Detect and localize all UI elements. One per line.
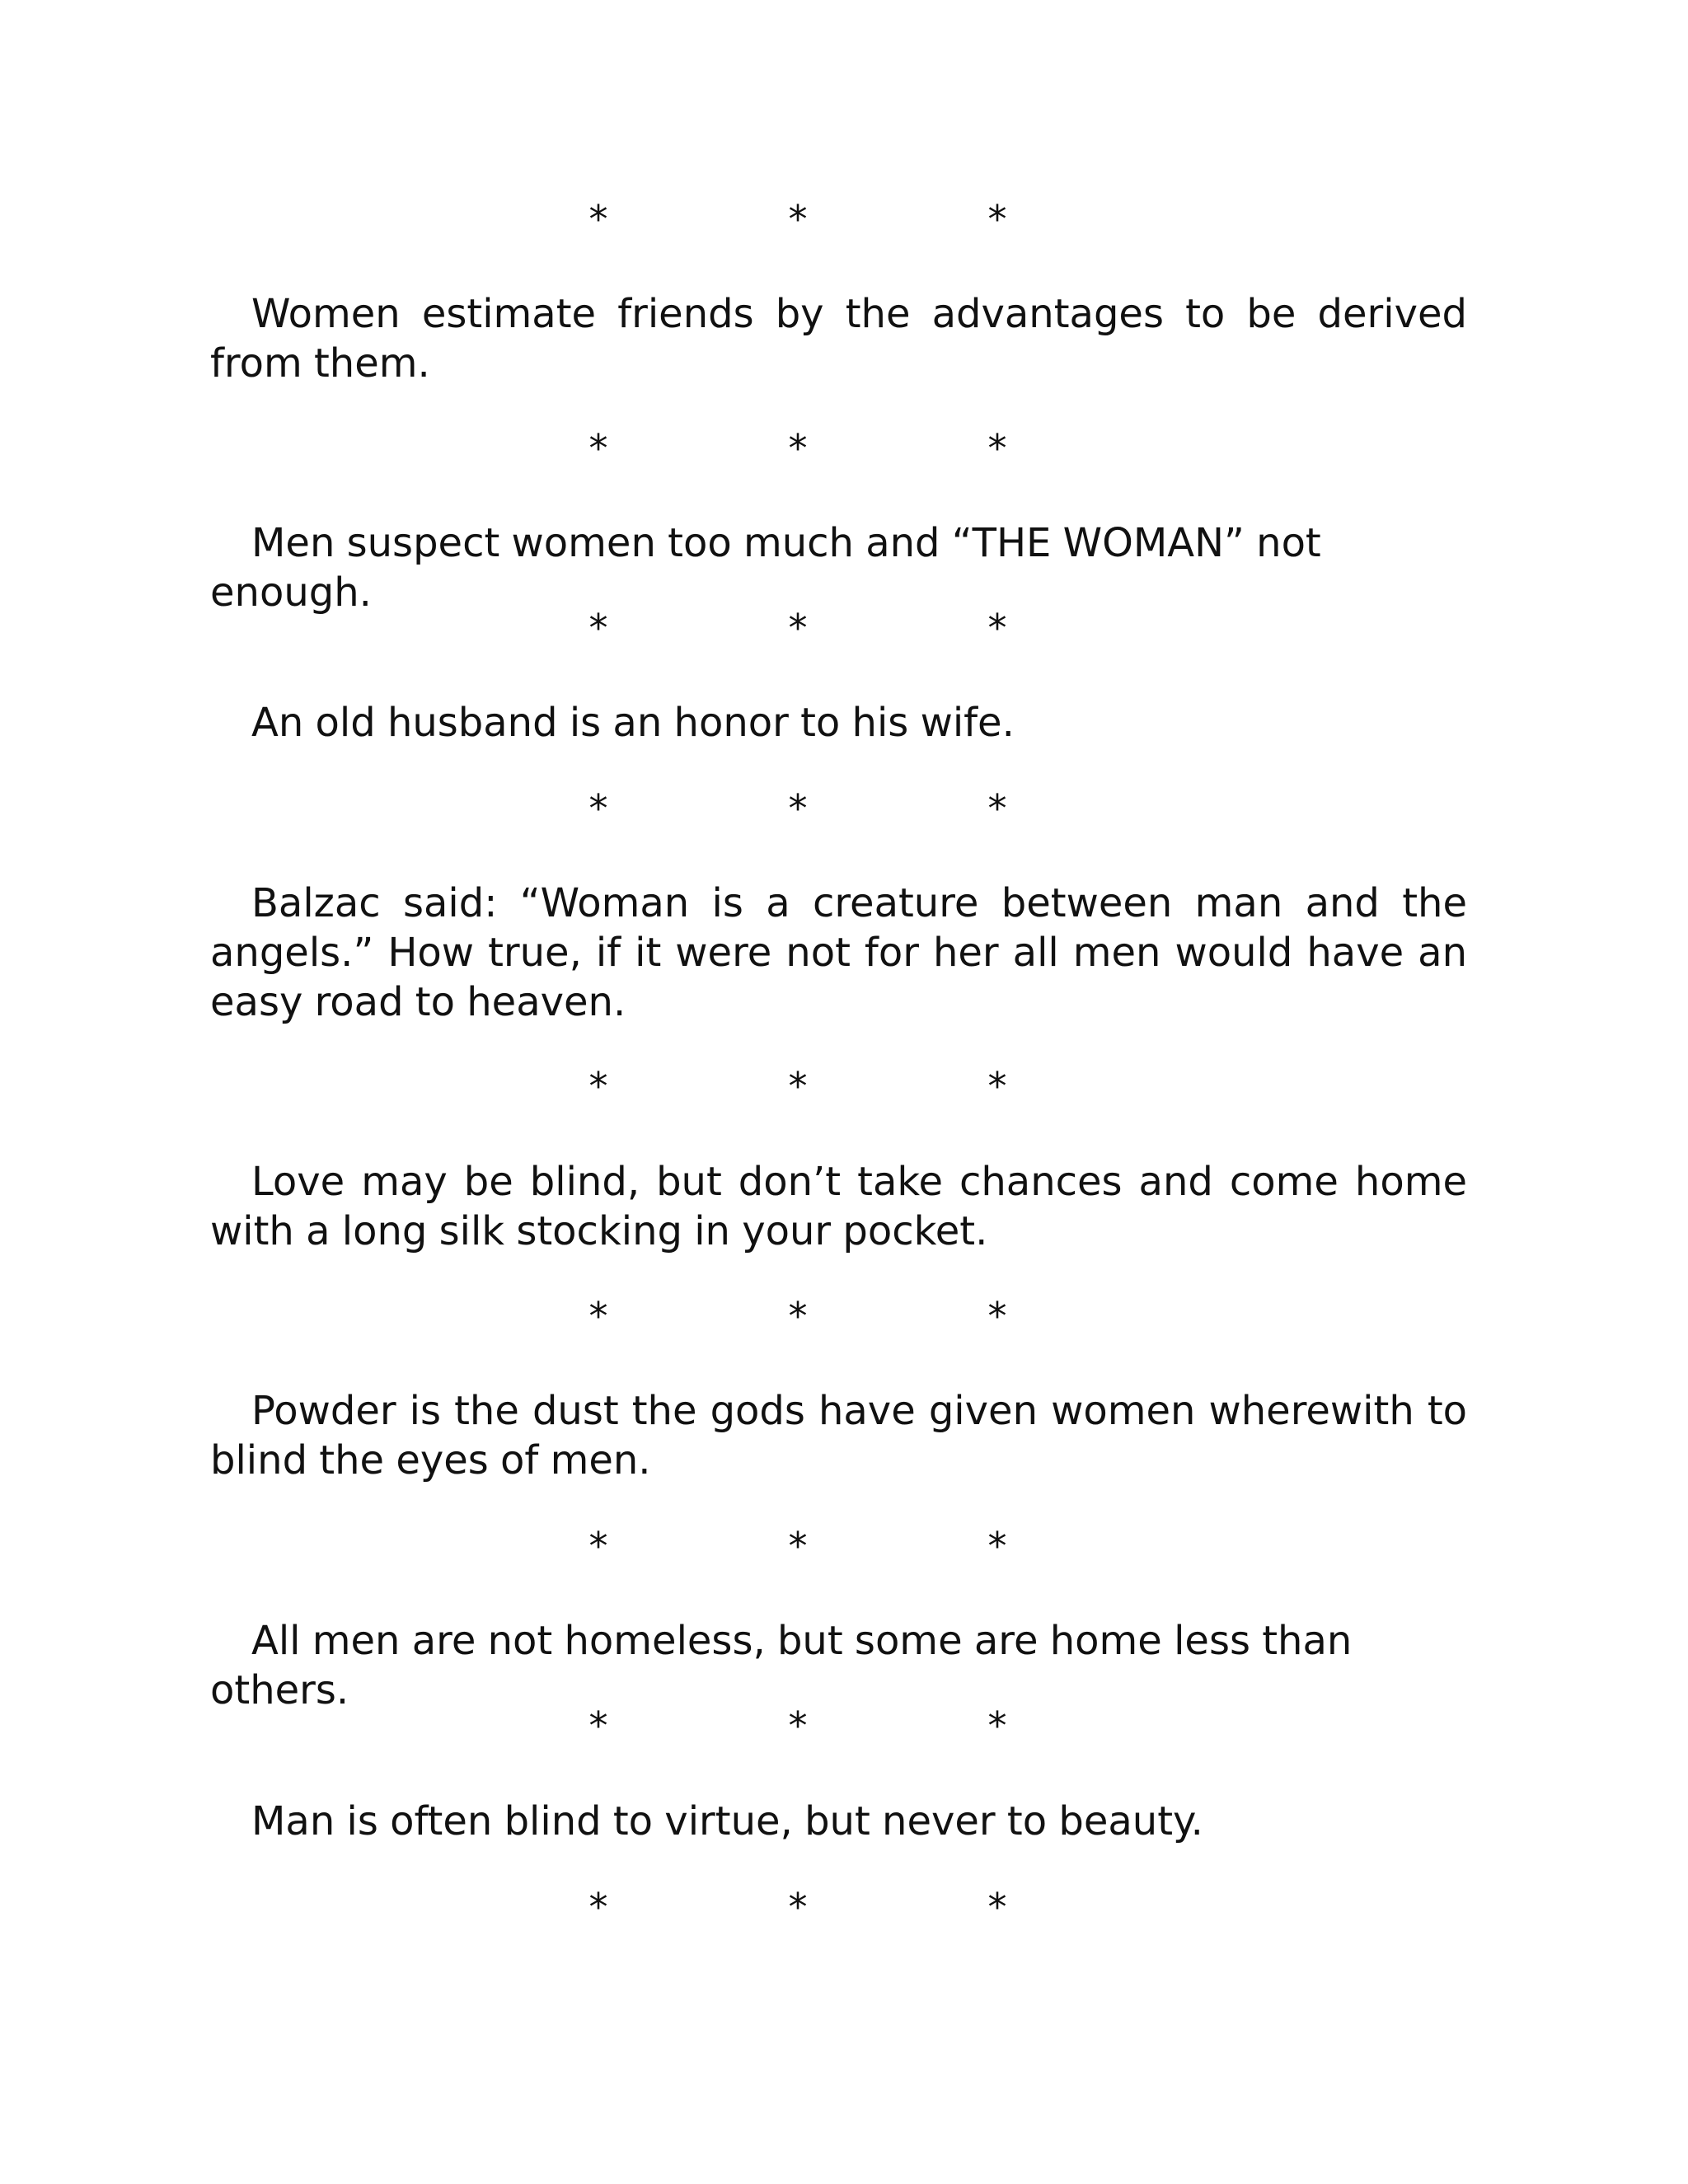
aphorism-paragraph: Man is often blind to virtue, but never to beauty. xyxy=(251,1798,1203,1844)
separator-asterisks xyxy=(0,1521,1688,1571)
asterisk: * xyxy=(987,1524,1007,1568)
asterisk: * xyxy=(588,1704,608,1748)
asterisk: * xyxy=(987,197,1007,241)
asterisk: * xyxy=(788,1294,808,1338)
asterisk: * xyxy=(788,1524,808,1568)
asterisk: * xyxy=(788,1704,808,1748)
separator-asterisks xyxy=(0,424,1688,473)
asterisk: * xyxy=(987,1704,1007,1748)
asterisk: * xyxy=(588,197,608,241)
asterisk: * xyxy=(788,606,808,650)
separator-asterisks xyxy=(0,603,1688,653)
aphorism-paragraph: Women estimate friends by the advantages to be derived from them. xyxy=(210,291,1467,387)
asterisk: * xyxy=(987,426,1007,471)
asterisk: * xyxy=(788,426,808,471)
asterisk: * xyxy=(588,1064,608,1108)
aphorism-paragraph: Love may be blind, but don’t take chances and come home with a long silk stocking in your pocket. xyxy=(210,1159,1467,1254)
asterisk: * xyxy=(588,1524,608,1568)
asterisk: * xyxy=(588,426,608,471)
aphorism-paragraph: All men are not homeless, but some are home less than others. xyxy=(210,1618,1353,1713)
asterisk: * xyxy=(588,1294,608,1338)
asterisk: * xyxy=(987,606,1007,650)
asterisk: * xyxy=(987,1064,1007,1108)
asterisk: * xyxy=(987,1885,1007,1929)
separator-asterisks xyxy=(0,784,1688,833)
asterisk: * xyxy=(987,1294,1007,1338)
asterisk: * xyxy=(987,786,1007,831)
aphorism-paragraph: Men suspect women too much and “THE WOMAN” not enough. xyxy=(210,520,1321,616)
aphorism-paragraph: Balzac said: “Woman is a creature between man and the angels.” How true, if it were not for her all men would have an easy road to heaven. xyxy=(210,880,1467,1025)
asterisk: * xyxy=(588,1885,608,1929)
asterisk: * xyxy=(588,606,608,650)
separator-asterisks xyxy=(0,194,1688,244)
separator-asterisks xyxy=(0,1701,1688,1750)
separator-asterisks xyxy=(0,1291,1688,1341)
asterisk: * xyxy=(588,786,608,831)
separator-asterisks xyxy=(0,1062,1688,1111)
asterisk: * xyxy=(788,1885,808,1929)
asterisk: * xyxy=(788,1064,808,1108)
asterisk: * xyxy=(788,786,808,831)
aphorism-paragraph: Powder is the dust the gods have given women wherewith to blind the eyes of men. xyxy=(210,1388,1467,1483)
asterisk: * xyxy=(788,197,808,241)
separator-asterisks xyxy=(0,1882,1688,1932)
aphorism-paragraph: An old husband is an honor to his wife. xyxy=(251,700,1015,746)
